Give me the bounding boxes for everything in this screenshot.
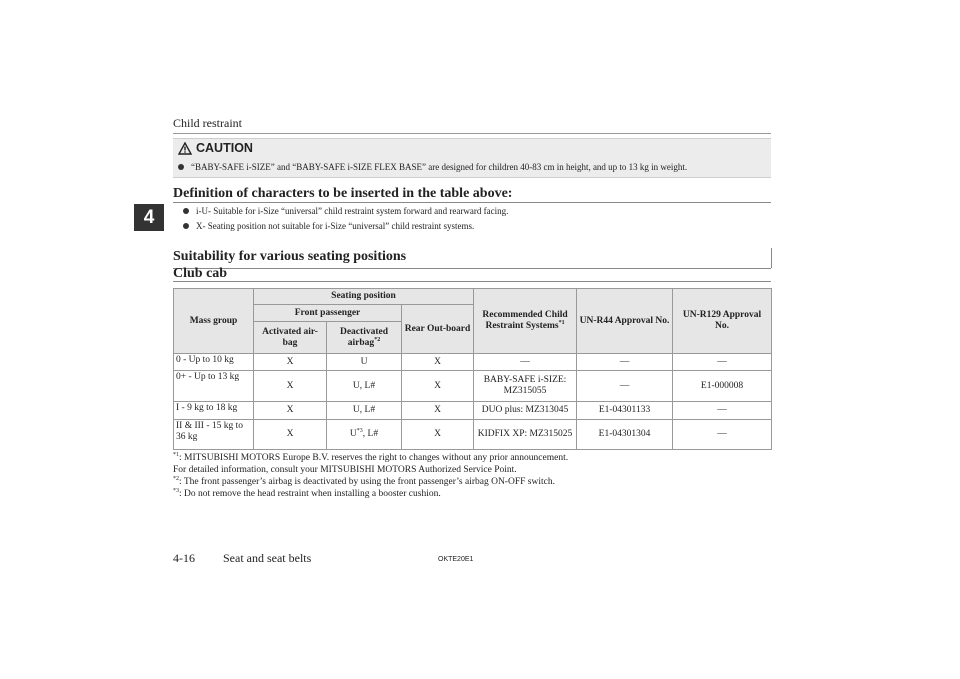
cell-activated: X — [254, 354, 327, 371]
cell-mass: 0 - Up to 10 kg — [174, 354, 254, 371]
cell-activated: X — [254, 402, 327, 420]
caution-label: CAUTION — [196, 141, 253, 155]
cell-rear: X — [402, 371, 474, 402]
table-row — [174, 402, 772, 420]
definition-text: X- Seating position not suitable for i-Size “universal” child restraint systems. — [196, 221, 475, 231]
definition-heading: Definition of characters to be inserted in the table above: — [173, 186, 513, 201]
caution-text: “BABY-SAFE i-SIZE” and “BABY-SAFE i-SIZE FLEX BASE” are designed for children 40-83 cm in height, and up to 13 kg in weight. — [191, 162, 688, 172]
definition-text: i-U- Suitable for i-Size “universal” child restraint system forward and rearward facing. — [196, 206, 509, 216]
header-divider — [173, 133, 771, 134]
footnote: For detailed information, consult your MITSUBISHI MOTORS Authorized Service Point. — [173, 465, 517, 475]
footer-section-title: Seat and seat belts — [223, 551, 312, 565]
header-un-r44: UN-R44 Approval No. — [577, 289, 673, 354]
header-seating-position: Seating position — [254, 289, 474, 305]
cell-activated: X — [254, 420, 327, 450]
cell-deactivated: $U^{*3}$, L# — [327, 420, 402, 450]
table-row — [174, 371, 772, 402]
cell-r44: — — [577, 371, 673, 402]
table-row — [174, 354, 772, 371]
cell-activated: X — [254, 371, 327, 402]
document-code: OKTE20E1 — [438, 556, 474, 563]
cell-r129: — — [673, 402, 772, 420]
cell-mass: II & III - 15 kg to 36 kg — [174, 420, 254, 450]
footnote: $^{*3}$: Do not remove the head restraint when installing a booster cushion. — [173, 487, 441, 499]
cell-r129: — — [673, 354, 772, 371]
club-cab-divider — [173, 281, 771, 282]
header-un-r129: UN-R129 Approval No. — [673, 289, 772, 354]
header-front-passenger: Front passenger — [254, 305, 402, 322]
cell-recommended: — — [474, 354, 577, 371]
cell-deactivated: U, L# — [327, 402, 402, 420]
cell-r44: — — [577, 354, 673, 371]
seating-suitability-table — [173, 288, 772, 450]
suitability-heading-text: Suitability for various seating positions — [173, 249, 407, 264]
bullet-icon — [183, 208, 189, 214]
suitability-heading — [173, 248, 772, 268]
caution-item — [178, 161, 687, 173]
cell-mass: 0+ - Up to 13 kg — [174, 371, 254, 402]
bullet-icon — [183, 223, 189, 229]
definition-divider — [173, 202, 771, 203]
footnote: $^{*2}$: The front passenger’s airbag is deactivated by using the front passenger’s airbag ON-OFF switch. — [173, 475, 555, 487]
cell-r44: E1-04301304 — [577, 420, 673, 450]
cell-rear: X — [402, 420, 474, 450]
header-deactivated-airbag: Deactivated airbag$^{*2}$ — [327, 322, 402, 354]
table-row — [174, 420, 772, 450]
cell-rear: X — [402, 354, 474, 371]
cell-deactivated: U — [327, 354, 402, 371]
cell-recommended: KIDFIX XP: MZ315025 — [474, 420, 577, 450]
caution-box — [173, 138, 771, 178]
bullet-icon — [178, 164, 184, 170]
page-header-title: Child restraint — [173, 116, 242, 130]
warning-triangle-icon — [178, 142, 192, 155]
cell-mass: I - 9 kg to 18 kg — [174, 402, 254, 420]
cell-r44: E1-04301133 — [577, 402, 673, 420]
cell-r129: — — [673, 420, 772, 450]
header-rear-outboard: Rear Out-board — [402, 305, 474, 354]
footnote: $^{*1}$: MITSUBISHI MOTORS Europe B.V. reserves the right to changes without any prior announcement. — [173, 451, 569, 463]
cell-deactivated: U, L# — [327, 371, 402, 402]
cell-rear: X — [402, 402, 474, 420]
suitability-divider — [173, 268, 771, 269]
cell-recommended: BABY-SAFE i-SIZE: MZ315055 — [474, 371, 577, 402]
club-cab-heading: Club cab — [173, 266, 228, 281]
definition-item — [183, 205, 508, 217]
cell-recommended: DUO plus: MZ313045 — [474, 402, 577, 420]
definition-list — [183, 205, 508, 235]
chapter-tab: 4 — [134, 204, 164, 231]
footnotes — [173, 452, 568, 500]
cell-r129: E1-000008 — [673, 371, 772, 402]
definition-item — [183, 220, 508, 232]
header-activated-airbag: Activated air-bag — [254, 322, 327, 354]
caution-header — [178, 141, 253, 155]
page-number: 4-16 — [173, 551, 195, 565]
header-recommended: Recommended Child Restraint Systems$^{*1}$ — [474, 289, 577, 354]
header-mass-group: Mass group — [174, 289, 254, 354]
